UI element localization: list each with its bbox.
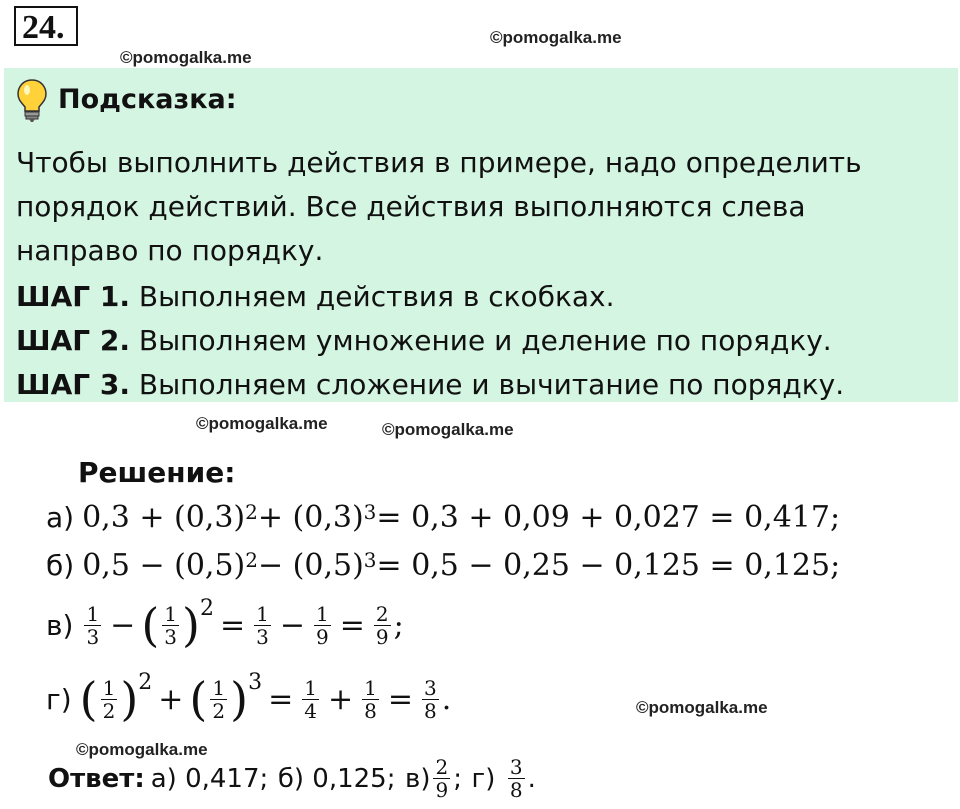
fraction: $\frac{1}{9}$ <box>315 601 329 649</box>
item-label: в) <box>46 608 74 642</box>
exponent: 2 <box>199 596 214 621</box>
hint-step-1 <box>16 280 615 313</box>
lightbulb-icon <box>16 78 48 122</box>
expr: + (0,3) <box>257 500 364 535</box>
fraction: $\frac{1}{4}$ <box>304 675 317 723</box>
item-label: б) <box>46 549 75 582</box>
exponent: 2 <box>245 499 258 524</box>
item-label: а) <box>46 501 75 534</box>
operator: = <box>268 681 294 717</box>
expr: = 0,3 + 0,09 + 0,027 = 0,417; <box>376 500 841 535</box>
watermark: ©pomogalka.me <box>196 414 328 433</box>
expr: 0,5 − (0,5) <box>82 548 246 583</box>
hint-step-2 <box>16 324 832 357</box>
step-label: ШАГ 2. <box>16 324 130 357</box>
answer-a: а) 0,417; <box>150 763 269 794</box>
punctuation: . <box>527 763 536 794</box>
step-text: Выполняем сложение и вычитание по порядку. <box>129 368 845 401</box>
watermark: ©pomogalka.me <box>636 698 768 717</box>
operator: + <box>327 681 354 717</box>
solution-line-b <box>46 548 840 583</box>
fraction: $\frac{2}{9}$ <box>435 755 449 802</box>
step-text: Выполняем умножение и деление по порядку. <box>129 324 832 357</box>
watermark: ©pomogalka.me <box>76 740 208 759</box>
hint-line: направо по порядку. <box>16 234 324 267</box>
expr: − (0,5) <box>257 548 364 583</box>
solution-line-v: в) $\frac{1}{3}$ − ( $\frac{1}{3}$ ) 2 = $\frac{1}{3}$ − $\frac{1}{9}$ = $\frac{2}{9}$ ; <box>46 596 404 652</box>
fraction: $\frac{1}{2}$ <box>102 675 116 723</box>
hint-line: порядок действий. Все действия выполняются слева <box>16 190 806 223</box>
exponent: 3 <box>248 670 263 695</box>
watermark: ©pomogalka.me <box>120 48 252 67</box>
fraction: $\frac{2}{9}$ <box>375 601 389 649</box>
item-label: г) <box>46 682 72 716</box>
punctuation: . <box>441 681 452 717</box>
exponent: 3 <box>363 499 377 524</box>
fraction: $\frac{3}{8}$ <box>509 755 523 802</box>
answer-line <box>48 756 536 801</box>
solution-line-a <box>46 500 840 535</box>
problem-number: 24. <box>14 6 78 46</box>
operator: + <box>158 681 184 717</box>
fraction: $\frac{1}{2}$ <box>212 675 226 723</box>
step-label: ШАГ 1. <box>16 280 130 313</box>
operator: − <box>110 607 136 643</box>
exponent: 3 <box>363 547 377 572</box>
operator: − <box>279 607 305 643</box>
expr: = 0,5 − 0,25 − 0,125 = 0,125; <box>376 548 841 583</box>
fraction: $\frac{3}{8}$ <box>423 675 437 723</box>
hint-step-3 <box>16 368 844 401</box>
solution-line-g: г) ( $\frac{1}{2}$ ) 2 + ( $\frac{1}{2}$ ) 3 = $\frac{1}{4}$ + $\frac{1}{8}$ = $\frac{3}{8}$ . <box>46 670 452 726</box>
answer-g-label: г) <box>471 763 496 794</box>
answer-b: б) 0,125; <box>277 763 396 794</box>
punctuation: ; <box>393 607 404 643</box>
solution-label: Решение: <box>78 456 236 489</box>
punctuation: ; <box>453 763 462 794</box>
fraction: $\frac{1}{8}$ <box>364 675 377 723</box>
operator: = <box>219 607 246 643</box>
hint-title: Подсказка: <box>58 84 237 115</box>
operator: = <box>339 607 365 643</box>
operator: = <box>387 681 413 717</box>
answer-label: Ответ: <box>48 763 145 794</box>
step-label: ШАГ 3. <box>16 368 130 401</box>
hint-line: Чтобы выполнить действия в примере, надо определить <box>16 146 862 179</box>
answer-v-label: в) <box>405 763 431 794</box>
fraction: $\frac{1}{3}$ <box>164 601 177 649</box>
exponent: 2 <box>245 547 258 572</box>
exponent: 2 <box>138 670 153 695</box>
watermark: ©pomogalka.me <box>490 28 622 47</box>
watermark: ©pomogalka.me <box>382 420 514 439</box>
fraction: $\frac{1}{3}$ <box>86 601 100 649</box>
expr: 0,3 + (0,3) <box>82 500 246 535</box>
step-text: Выполняем действия в скобках. <box>129 280 615 313</box>
fraction: $\frac{1}{3}$ <box>256 601 269 649</box>
